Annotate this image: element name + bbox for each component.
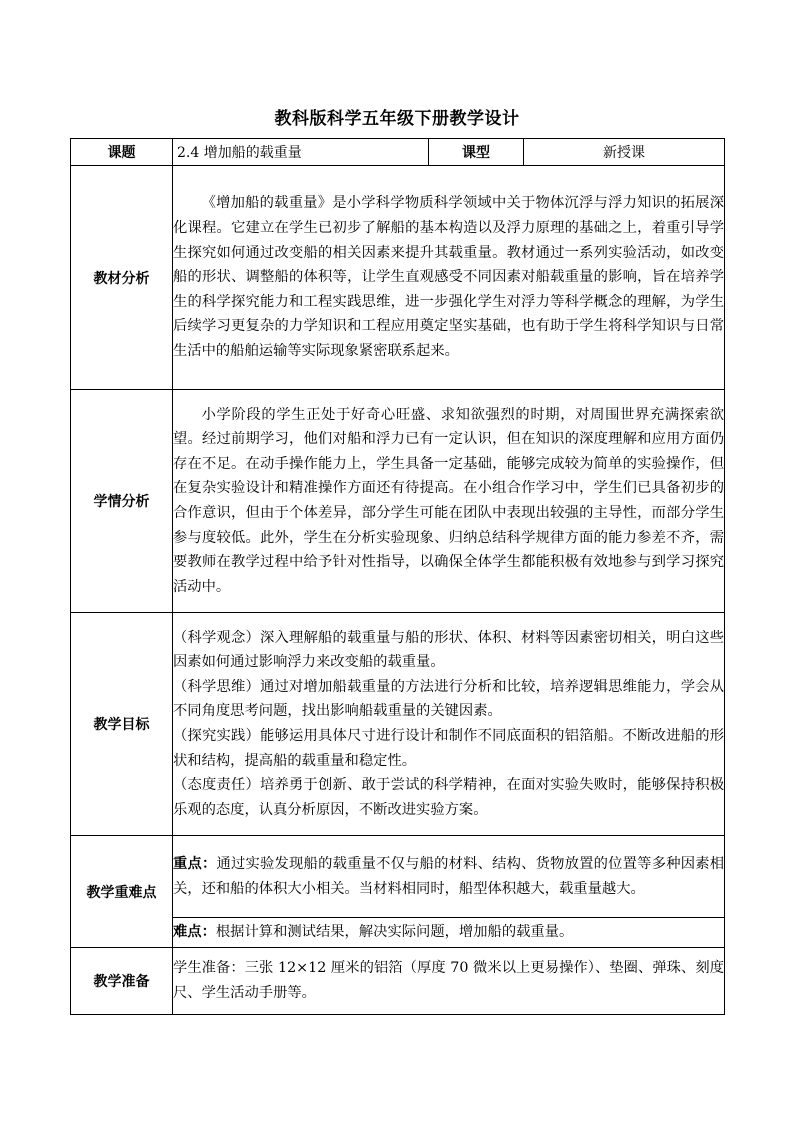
material-analysis-text: 《增加船的载重量》是小学科学物质科学领域中关于物体沉浮与浮力知识的拓展深化课程。它建立在学生已初步了解船的基本构造以及浮力原理的基础之上，着重引导学生探究如何通过改变船的相关因素来提升其载重量。教材通过一系列实验活动，如改变船的形状、调整船的体积等，让学生直观感受不同因素对船载重量的影响，旨在培养学生的科学探究能力和工程实践思维，进一步强化学生对浮力等科学概念的理解，为学生后续学习更复杂的力学知识和工程应用奠定坚实基础，也有助于学生将科学知识与日常生活中的船舶运输等实际现象紧密联系起来。 <box>173 195 724 359</box>
teaching-goals-cell <box>173 613 725 836</box>
goal-item: （科学思维）通过对增加船载重量的方法进行分析和比较，培养逻辑思维能力，学会从不同角度思考问题，找出影响船载重量的关键因素。 <box>173 678 724 720</box>
teaching-goals-row <box>71 613 725 836</box>
header-row <box>71 139 725 166</box>
difficult-point-cell <box>173 918 725 948</box>
difficult-point-text: 根据计算和测试结果，解决实际问题，增加船的载重量。 <box>215 924 574 941</box>
goal-item: （科学观念）深入理解船的载重量与船的形状、体积、材料等因素密切相关，明白这些因素如何通过影响浮力来改变船的载重量。 <box>173 629 724 671</box>
key-point-lead: 重点： <box>173 855 217 872</box>
student-analysis-cell <box>173 390 725 613</box>
student-analysis-row <box>71 390 725 613</box>
teaching-goals-label: 教学目标 <box>71 613 173 836</box>
key-difficult-label: 教学重难点 <box>71 836 173 948</box>
difficult-point-lead: 难点： <box>173 924 216 941</box>
teaching-prep-cell <box>173 948 725 1015</box>
material-analysis-label: 教材分析 <box>71 166 173 390</box>
topic-value: 2.4 增加船的载重量 <box>173 139 429 166</box>
material-analysis-row <box>71 166 725 390</box>
type-value: 新授课 <box>524 139 725 166</box>
topic-label: 课题 <box>71 139 173 166</box>
material-analysis-cell <box>173 166 725 390</box>
teaching-prep-label: 教学准备 <box>71 948 173 1015</box>
goal-item: （探究实践）能够运用具体尺寸进行设计和制作不同底面积的铝箔船。不断改进船的形状和结构，提高船的载重量和稳定性。 <box>173 728 724 769</box>
key-point-paragraph <box>173 852 724 901</box>
student-analysis-text: 小学阶段的学生正处于好奇心旺盛、求知欲强烈的时期，对周围世界充满探索欲望。经过前期学习，他们对船和浮力已有一定认识，但在知识的深度理解和应用方面仍存在不足。在动手操作能力上，学生具备一定基础，能够完成较为简单的实验操作，但在复杂实验设计和精准操作方面还有待提高。在小组合作学习中，学生们已具备初步的合作意识，但由于个体差异，部分学生可能在团队中表现出较强的主导性，而部分学生参与度较低。此外，学生在分析实验现象、归纳总结科学规律方面的能力参差不齐，需要教师在教学过程中给予针对性指导，以确保全体学生都能积极有效地参与到学习探究活动中。 <box>173 406 724 595</box>
difficult-point-paragraph <box>173 920 724 945</box>
teaching-prep-text: 学生准备：三张 12×12 厘米的铝箔（厚度 70 微米以上更易操作）、垫圈、弹珠、刻度尺、学生活动手册等。 <box>173 960 724 1001</box>
goal-item: （态度责任）培养勇于创新、敢于尝试的科学精神，在面对实验失败时，能够保持积极乐观的态度，认真分析原因，不断改进实验方案。 <box>173 777 724 818</box>
key-point-cell <box>173 836 725 918</box>
document-title: 教科版科学五年级下册教学设计 <box>274 109 520 129</box>
student-analysis-label: 学情分析 <box>71 390 173 613</box>
teaching-prep-row <box>71 948 725 1015</box>
lesson-plan-table <box>70 138 725 1015</box>
type-label: 课型 <box>429 139 524 166</box>
key-point-row <box>71 836 725 918</box>
key-point-text: 通过实验发现船的载重量不仅与船的材料、结构、货物放置的位置等多种因素相关，还和船的体积大小相关。当材料相同时，船型体积越大，载重量越大。 <box>173 855 725 897</box>
